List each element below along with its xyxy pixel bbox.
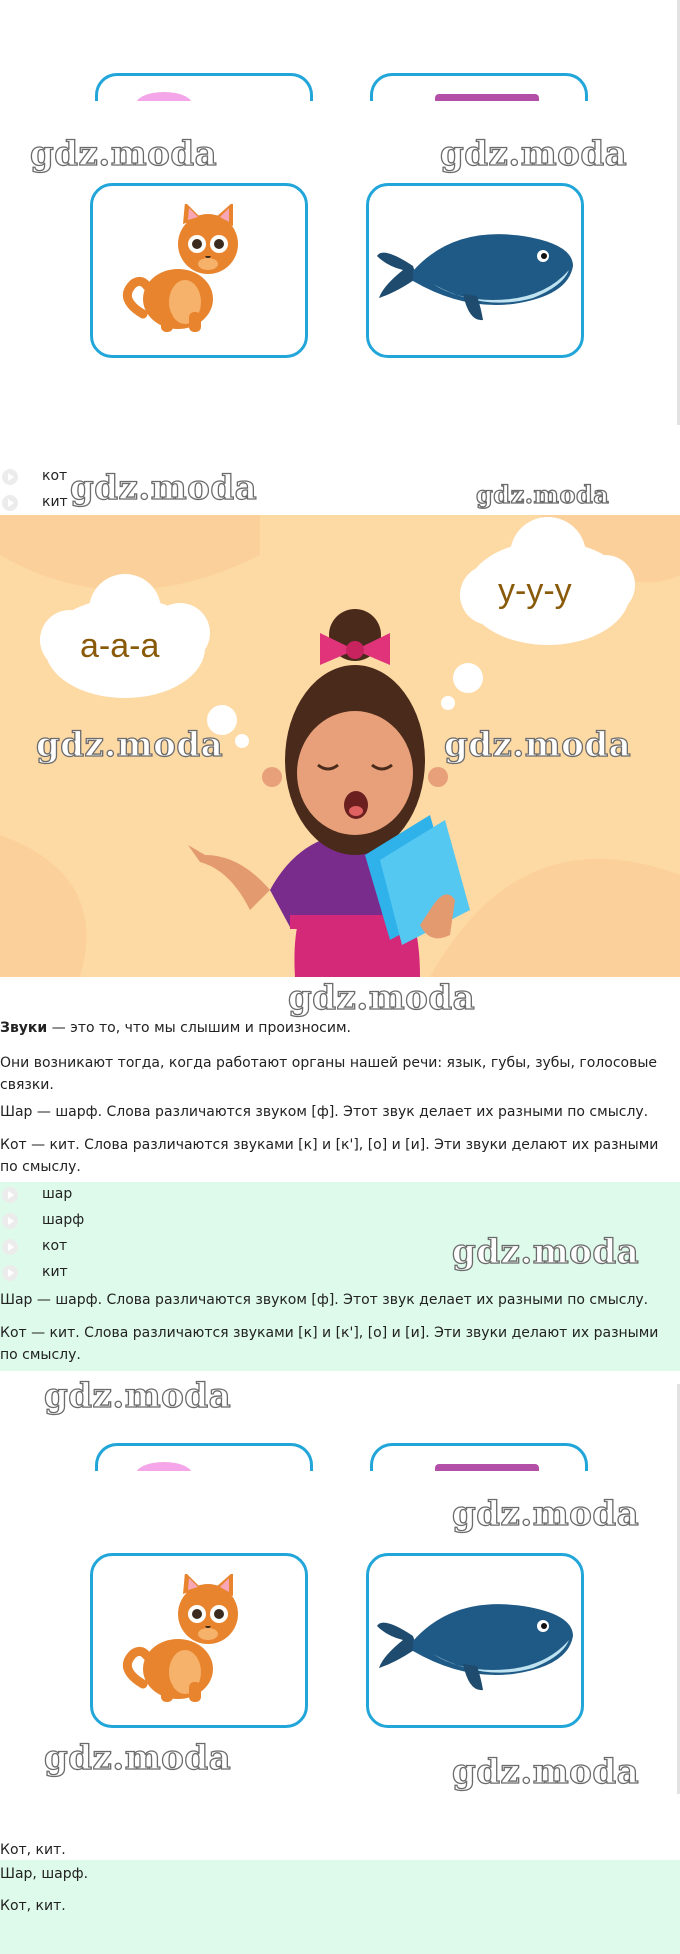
definition-paragraph	[0, 1018, 680, 1038]
watermark: gdz.moda	[452, 1232, 640, 1272]
card-whale	[366, 1553, 584, 1728]
theory-paragraph: Шар — шарф. Слова различаются звуком [ф]. Этот звук делает их разными по смыслу.	[0, 1104, 649, 1120]
play-icon[interactable]	[2, 495, 18, 511]
answer-block	[0, 1182, 680, 1371]
answer-line: Шар, шарф.	[0, 1866, 89, 1882]
audio-label: кот	[42, 1238, 68, 1254]
watermark: gdz.moda	[44, 1376, 232, 1416]
audio-label: кит	[42, 494, 68, 510]
whale-image	[373, 1596, 583, 1696]
card-scarf-partial	[370, 73, 588, 101]
answer-line: Кот, кит.	[0, 1898, 66, 1914]
reading-girl-banner	[0, 515, 680, 977]
watermark: gdz.moda	[36, 725, 224, 765]
bubble-left-text: а-а-а	[80, 627, 160, 665]
watermark: gdz.moda	[452, 1752, 640, 1792]
answer-line: Кот, кит.	[0, 1842, 66, 1858]
audio-label: кит	[42, 1264, 68, 1280]
bubble-right-text: у-у-у	[498, 572, 572, 610]
audio-label: кот	[42, 468, 68, 484]
play-icon[interactable]	[2, 1239, 18, 1255]
play-icon[interactable]	[2, 1213, 18, 1229]
play-icon[interactable]	[2, 469, 18, 485]
card-scarf-partial	[370, 1443, 588, 1471]
watermark: gdz.moda	[444, 725, 632, 765]
watermark: gdz.moda	[452, 1494, 640, 1534]
answer-paragraph: Кот — кит. Слова различаются звуками [к] и [к'], [о] и [и]. Эти звуки делают их разными по смыслу.	[0, 1325, 659, 1363]
watermark: gdz.moda	[288, 978, 476, 1018]
term: Звуки	[0, 1020, 48, 1036]
answer-block	[0, 1860, 680, 1954]
definition-text: — это то, что мы слышим и произносим.	[47, 1020, 351, 1036]
card-ball-partial	[95, 73, 313, 101]
card-whale	[366, 183, 584, 358]
card-cat	[90, 1553, 308, 1728]
audio-label: шар	[42, 1186, 73, 1202]
card-ball-partial	[95, 1443, 313, 1471]
play-icon[interactable]	[2, 1265, 18, 1281]
whale-image	[373, 226, 583, 326]
card-cat	[90, 183, 308, 358]
cat-image	[113, 204, 263, 334]
cat-image	[113, 1574, 263, 1704]
watermark: gdz.moda	[44, 1738, 232, 1778]
play-icon[interactable]	[2, 1187, 18, 1203]
watermark: gdz.moda	[30, 134, 218, 174]
watermark: gdz.moda	[70, 468, 258, 508]
theory-paragraph: Они возникают тогда, когда работают органы нашей речи: язык, губы, зубы, голосовые связки.	[0, 1055, 657, 1093]
answer-paragraph: Шар — шарф. Слова различаются звуком [ф]. Этот звук делает их разными по смыслу.	[0, 1292, 649, 1308]
watermark: gdz.moda	[476, 480, 610, 509]
theory-paragraph: Кот — кит. Слова различаются звуками [к] и [к'], [о] и [и]. Эти звуки делают их разными по смыслу.	[0, 1137, 659, 1175]
audio-label: шарф	[42, 1212, 85, 1228]
watermark: gdz.moda	[440, 134, 628, 174]
